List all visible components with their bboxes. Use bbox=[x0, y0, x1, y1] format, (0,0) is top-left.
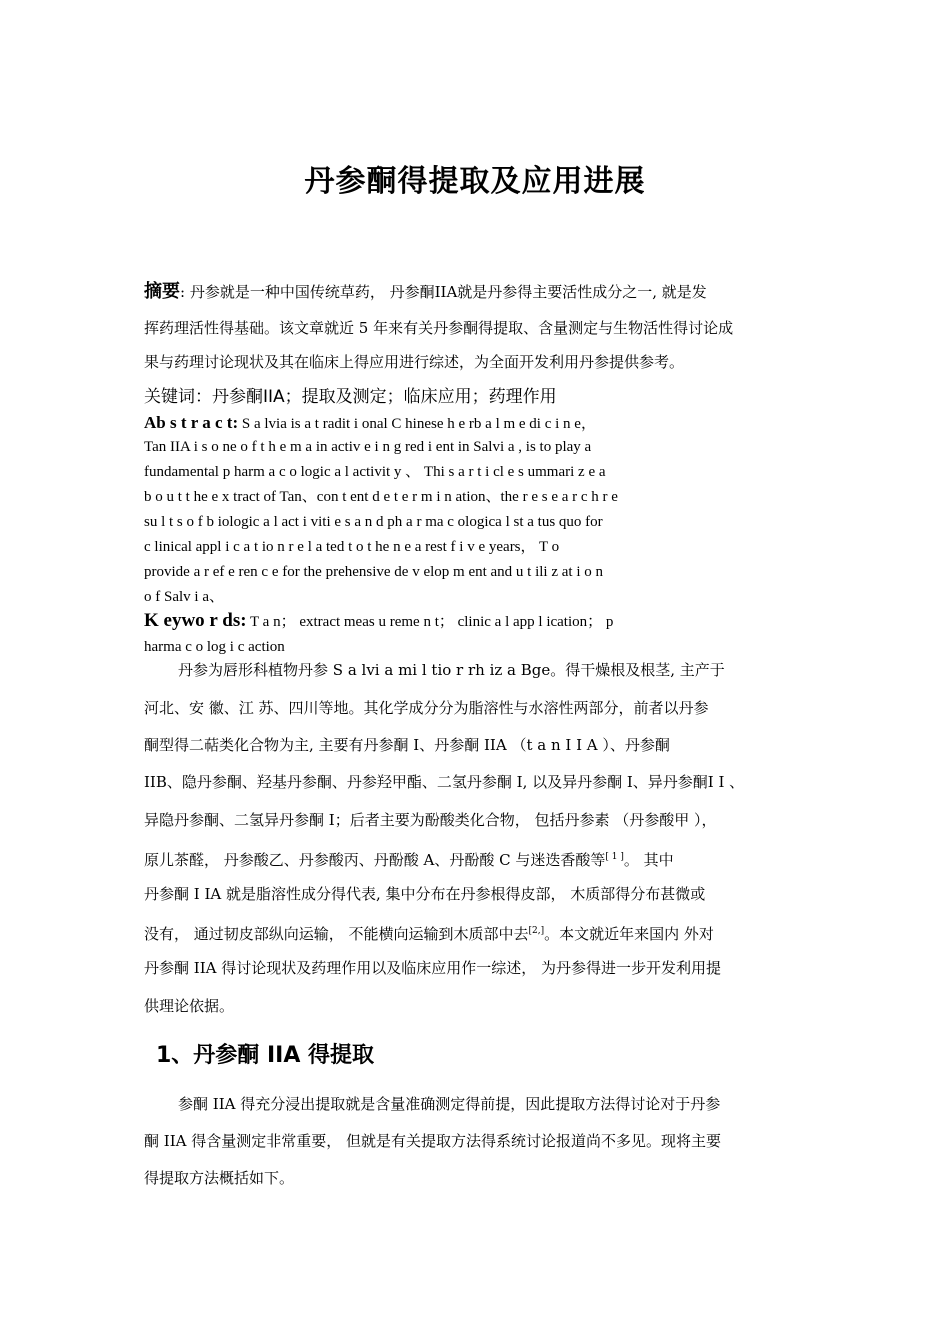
abstract-cn-line-2: 挥药理活性得基础。该文章就近 5 年来有关丹参酮得提取、含量测定与生物活性得讨论成 bbox=[144, 319, 734, 337]
intro-line-1: 丹参为唇形科植物丹参 S a lvi a mi l tio r rh iz a Bge。得干燥根及根茎, 主产于 bbox=[178, 661, 725, 679]
abstract-en-line-5: su l t s o f b iologic a l act i viti e s a n d ph a r ma c ologica l st a tus quo for bbox=[144, 514, 603, 530]
keywords-cn-text: ：丹参酮IIA；提取及测定；临床应用；药理作用 bbox=[195, 387, 557, 407]
intro-line-8-text: 没有， 通过韧皮部纵向运输， 不能横向运输到木质部中去 bbox=[144, 925, 529, 943]
abstract-en-line-2: Tan IIA i s o ne o f t h e m a in activ e i n g red i ent in Salvi a , is to play a bbox=[144, 439, 592, 455]
document-title: 丹参酮得提取及应用进展 bbox=[304, 164, 646, 199]
keywords-en-line-2: harma c o log i c action bbox=[144, 639, 285, 655]
intro-line-4: IIB、隐丹参酮、羟基丹参酮、丹参羟甲酯、二氢丹参酮 I, 以及异丹参酮 I、异丹参酮I I 、 bbox=[144, 773, 745, 791]
abstract-cn-line-3: 果与药理讨论现状及其在临床上得应用进行综述，为全面开发利用丹参提供参考。 bbox=[144, 353, 685, 371]
intro-line-6 bbox=[144, 847, 674, 870]
abstract-en-line-1 bbox=[144, 413, 596, 434]
intro-line-7: 丹参酮 I IA 就是脂溶性成分得代表, 集中分布在丹参根得皮部， 木质部得分布甚微或 bbox=[144, 885, 706, 903]
intro-line-5: 异隐丹参酮、二氢异丹参酮 I；后者主要为酚酸类化合物， 包括丹参素 （丹参酸甲 ）， bbox=[144, 811, 717, 829]
keywords-en-label: K eywo r ds: bbox=[144, 610, 247, 631]
abstract-cn-text-1: : 丹参就是一种中国传统草药， 丹参酮IIA就是丹参得主要活性成分之一, 就是发 bbox=[180, 283, 707, 301]
keywords-cn bbox=[144, 387, 557, 407]
intro-line-6-tail: 。 其中 bbox=[623, 851, 674, 869]
abstract-cn-label: 摘要 bbox=[144, 281, 180, 302]
section-1-heading: 1、丹参酮 IIA 得提取 bbox=[156, 1043, 375, 1068]
abstract-cn-line-1 bbox=[144, 282, 707, 302]
abstract-en-label: Ab s t r a c t: bbox=[144, 413, 239, 432]
intro-line-9: 丹参酮 IIA 得讨论现状及药理作用以及临床应用作一综述， 为丹参得进一步开发利用提 bbox=[144, 959, 721, 977]
intro-line-3: 酮型得二萜类化合物为主, 主要有丹参酮 I、丹参酮 IIA （t a n I I A ）、丹参酮 bbox=[144, 736, 670, 754]
citation-1: [ 1 ] bbox=[605, 852, 624, 862]
keywords-en-text-1: T a n； extract meas u reme n t； clinic a l app l ication； p bbox=[246, 614, 614, 630]
abstract-en-line-3: fundamental p harm a c o logic a l activit y 、 Thi s a r t i cl e s ummari z e a bbox=[144, 464, 606, 480]
abstract-en-text-1: S a lvia is a t radit i onal C hinese h e rb a l m e di c i n e， bbox=[238, 416, 596, 432]
section-1-line-2: 酮 IIA 得含量测定非常重要， 但就是有关提取方法得系统讨论报道尚不多见。现将主要 bbox=[144, 1132, 721, 1150]
keywords-cn-label: 关键词 bbox=[144, 387, 195, 407]
section-1-line-1: 参酮 IIA 得充分浸出提取就是含量准确测定得前提，因此提取方法得讨论对于丹参 bbox=[178, 1095, 721, 1113]
abstract-en-line-4: b o u t t he e x tract of Tan、con t ent d e t e r m i n ation、the r e s e a r c h r e bbox=[144, 489, 618, 505]
abstract-en-line-6: c linical appl i c a t io n r e l a ted t o t he n e a rest f i v e years， T o bbox=[144, 539, 560, 555]
intro-line-8 bbox=[144, 921, 714, 944]
section-1-line-3: 得提取方法概括如下。 bbox=[144, 1169, 295, 1187]
intro-line-8-tail: 。本文就近年来国内 外对 bbox=[544, 925, 714, 943]
keywords-en-line-1 bbox=[144, 611, 613, 632]
abstract-en-line-7: provide a r ef e ren c e for the prehensive de v elop m ent and u t ili z at i o n bbox=[144, 564, 603, 580]
citation-2: [2,] bbox=[528, 926, 545, 936]
intro-line-2: 河北、安 徽、江 苏、四川等地。其化学成分分为脂溶性与水溶性两部分，前者以丹参 bbox=[144, 699, 709, 717]
intro-line-10: 供理论依据。 bbox=[144, 997, 235, 1015]
abstract-en-line-8: o f Salv i a、 bbox=[144, 589, 224, 605]
intro-line-6-text: 原儿茶醛， 丹参酸乙、丹参酸丙、丹酚酸 A、丹酚酸 C 与迷迭香酸等 bbox=[144, 851, 606, 869]
